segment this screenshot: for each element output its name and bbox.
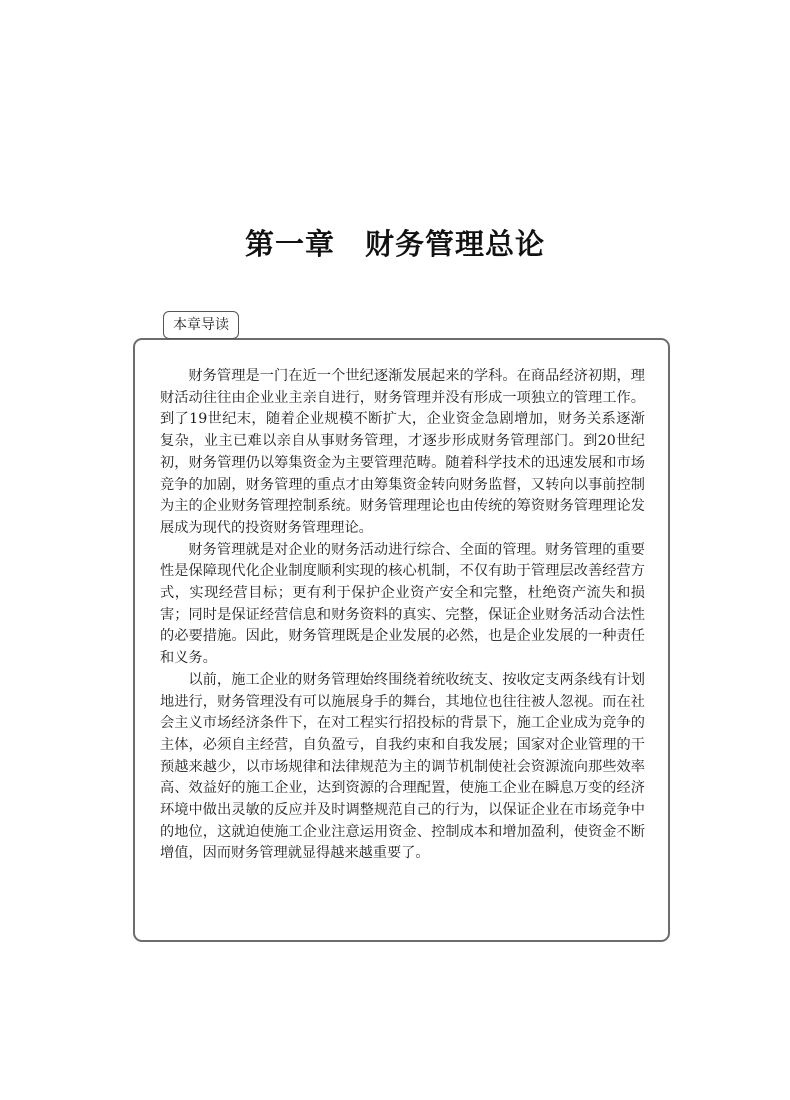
intro-body xyxy=(160,366,645,865)
intro-paragraph: 财务管理是一门在近一个世纪逐渐发展起来的学科。在商品经济初期，理财活动往往由企业业主亲自进行，财务管理并没有形成一项独立的管理工作。到了19世纪末，随着企业规模不断扩大，企业资金急剧增加，财务关系逐渐复杂，业主已难以亲自从事财务管理，才逐步形成财务管理部门。到20世纪初，财务管理仍以筹集资金为主要管理范畴。随着科学技术的迅速发展和市场竞争的加剧，财务管理的重点才由筹集资金转向财务监督，又转向以事前控制为主的企业财务管理控制系统。财务管理理论也由传统的筹资财务管理理论发展成为现代的投资财务管理理论。 xyxy=(160,368,645,536)
chapter-title: 第一章 财务管理总论 xyxy=(244,227,545,261)
intro-paragraph: 财务管理就是对企业的财务活动进行综合、全面的管理。财务管理的重要性是保障现代化企业制度顺利实现的核心机制，不仅有助于管理层改善经营方式，实现经营目标；更有利于保护企业资产安全和完整，杜绝资产流失和损害；同时是保证经营信息和财务资料的真实、完整，保证企业财务活动合法性的必要措施。因此，财务管理既是企业发展的必然，也是企业发展的一种责任和义务。 xyxy=(160,541,645,667)
intro-box xyxy=(133,338,670,942)
intro-label: 本章导读 xyxy=(163,311,239,339)
intro-paragraph: 以前，施工企业的财务管理始终围绕着统收统支、按收定支两条线有计划地进行，财务管理没有可以施展身手的舞台，其地位也往往被人忽视。而在社会主义市场经济条件下，在对工程实行招投标的背景下，施工企业成为竞争的主体，必须自主经营，自负盈亏，自我约束和自我发展；国家对企业管理的干预越来越少，以市场规律和法律规范为主的调节机制使社会资源流向那些效率高、效益好的施工企业，达到资源的合理配置，使施工企业在瞬息万变的经济环境中做出灵敏的反应并及时调整规范自己的行为，以保证企业在市场竞争中的地位，这就迫使施工企业注意运用资金、控制成本和增加盈利，使资金不断增值，因而财务管理就显得越来越重要了。 xyxy=(160,671,645,862)
